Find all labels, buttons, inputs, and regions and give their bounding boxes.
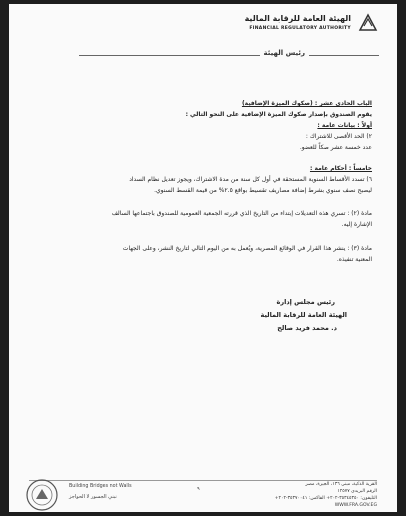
- page-number: ٩: [197, 486, 200, 492]
- article2-line1: مادة (٢) : تسري هذه التعديلات إبتداء من التاريخ الذي قررته الجمعية العمومية للصندوق باجتماعها السالف: [111, 210, 372, 217]
- intro-text: يقوم الصندوق بإصدار صكوك الميزة الإضافية على النحو التالي :: [185, 111, 372, 118]
- article3-line2: المعنية تنفيذه.: [336, 256, 372, 263]
- org-name-english: FINANCIAL REGULATORY AUTHORITY: [249, 26, 351, 31]
- section5-heading: خامساً : أحكام عامة :: [309, 165, 372, 172]
- footer-phone: التليفون: ٣٥٣٤٥٣٥٠-٢٠٢+ الفاكس: ٣٥٣٧٠٠٤١-٢٠٢+: [274, 496, 377, 501]
- fra-logo-icon: [357, 12, 379, 34]
- header-rule: [79, 55, 379, 56]
- footer-slogan-arabic: نبني الجسور لا الحواجز: [69, 494, 117, 500]
- article3-line1: مادة (٣) : ينشر هذا القرار في الوقائع المصرية، ويُعمل به من اليوم التالي لتاريخ النشر، وعلى الجهات: [122, 245, 372, 252]
- page-header-title: رئيس الهيئة: [260, 49, 309, 57]
- org-name-arabic: الهيئة العامة للرقابة المالية: [244, 14, 351, 23]
- chapter-title: الباب الحادي عشر : (صكوك الميزة الإضافية): [241, 100, 372, 107]
- signature-title: رئيس مجلس إدارة: [276, 298, 335, 306]
- item2-text: ٢) الحد الأقصى للاشتراك :: [305, 133, 372, 140]
- seal-icon: [25, 478, 59, 512]
- section1-heading: أولاً : بيانات عامة :: [317, 122, 372, 129]
- footer-postal: الرقم البريدي ١٢٥٧٧: [337, 489, 377, 494]
- article2-line2: الإشارة إليه.: [341, 221, 372, 228]
- document-page: [9, 4, 397, 512]
- footer-address: القرية الذكية، مبنى ١٣٦، الجيزة، مصر: [305, 482, 377, 487]
- item6-line2: ليصبح نصف سنوي بشرط إضافة مصاريف تقسيط بواقع ٢.٥% من قيمة القسط السنوي.: [154, 187, 372, 194]
- signature-org: الهيئة العامة للرقابة المالية: [260, 311, 347, 319]
- signature-name: د. محمد فريد صالح: [277, 324, 337, 332]
- item2-value: عدد خمسة عشر صكاً للعضو.: [299, 144, 372, 151]
- footer-website[interactable]: WWW.FRA.GOV.EG: [334, 503, 377, 508]
- footer-rule: [29, 480, 377, 481]
- footer-slogan-english: Building Bridges not Walls: [69, 484, 132, 489]
- item6-line1: ٦) تسدد الأقساط السنوية المستحقة في أول كل سنة من مدة الاشتراك، ويجوز تعديل نظام السداد: [129, 176, 372, 183]
